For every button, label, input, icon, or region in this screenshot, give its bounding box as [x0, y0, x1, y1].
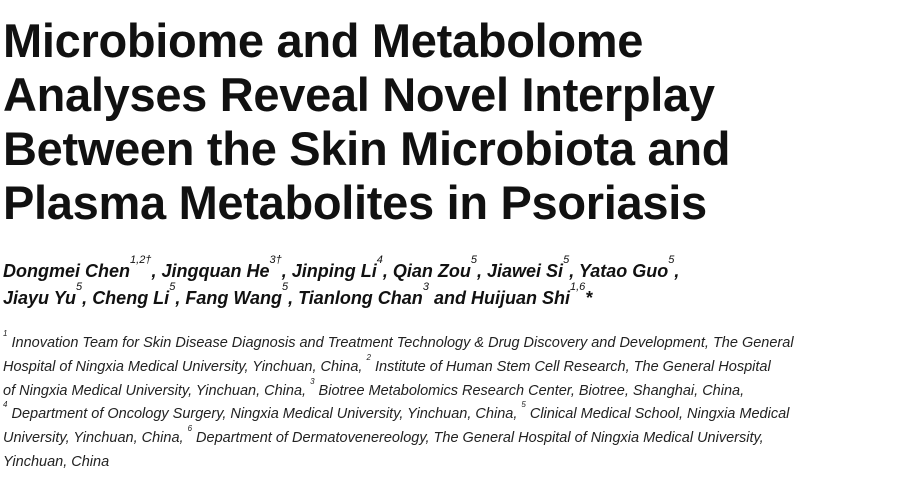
author-affiliation-marker: 5 [169, 281, 176, 293]
author-separator: , [175, 288, 186, 308]
author-separator: , [151, 261, 162, 281]
author: Fang Wang$^5$, [185, 281, 299, 308]
affiliation-text: Hospital of Ningxia Medical University, Yinchuan, China, [3, 358, 367, 375]
author: Jiawei Si$^5$, [487, 254, 579, 281]
paper-title [3, 14, 883, 230]
affiliation-text: Institute of Human Stem Cell Research, The General Hospital [370, 358, 771, 375]
affiliation-text: Department of Oncology Surgery, Ningxia Medical University, Yinchuan, China, [7, 406, 522, 423]
affiliation-marker: 1 [3, 329, 8, 338]
author-separator: * [585, 288, 593, 308]
author: Yatao Guo$^5$, [578, 254, 680, 281]
author-separator: , [477, 261, 488, 281]
affiliation-marker: 3 [310, 376, 315, 386]
affiliation-text: of Ningxia Medical University, Yinchuan, China, [3, 382, 311, 399]
affiliation-line [3, 451, 893, 475]
affiliation-marker: 2 [366, 352, 371, 362]
affiliation-list [3, 329, 893, 475]
author: Qian Zou$^5$, [392, 254, 488, 281]
author: Cheng Li$^5$, [92, 281, 186, 308]
affiliation-line [3, 329, 893, 356]
affiliation-line [3, 424, 893, 451]
affiliation-line [3, 376, 893, 404]
author-affiliation-marker: 5 [76, 281, 83, 293]
author-affiliation-marker: 5 [668, 254, 675, 266]
affiliation-marker: 4 [3, 400, 8, 410]
title-line: Microbiome and Metabolome [3, 14, 644, 67]
affiliation-text: Innovation Team for Skin Disease Diagnosis and Treatment Technology & Drug Discovery and Development, The General [7, 335, 794, 351]
author: Jinping Li$^4$, [291, 254, 393, 281]
author-list [3, 254, 883, 312]
author-line [3, 254, 883, 285]
author-affiliation-marker: 3† [269, 254, 282, 266]
author: Jiayu Yu$^5$, [3, 281, 93, 308]
author-separator: , [569, 261, 579, 281]
affiliation-text: Biotree Metabolomics Research Center, Biotree, Shanghai, China, [314, 382, 745, 399]
author: Jingquan $He^{3\dagger}$, [161, 254, 292, 281]
title-line: Between the Skin Microbiota and [3, 122, 731, 175]
author-affiliation-marker: 5 [563, 254, 570, 266]
author: Tianlong Chan$^3$ and [298, 281, 471, 308]
author: Huijuan Shi$^{1,6}$* [470, 281, 593, 308]
author-affiliation-marker: 4 [376, 254, 383, 266]
title-line: Plasma Metabolites in Psoriasis [3, 176, 707, 229]
affiliation-line [3, 400, 893, 427]
author-separator: , [382, 261, 393, 281]
author-separator: , [288, 288, 299, 308]
author-separator: , [82, 288, 93, 308]
author-affiliation-marker: 5 [282, 281, 289, 293]
author-affiliation-marker: 1,6 [569, 281, 586, 293]
author-separator: , [281, 261, 292, 281]
affiliation-text: University, Yinchuan, China, [3, 430, 188, 447]
author-line [3, 281, 883, 312]
affiliation-line [3, 352, 893, 380]
affiliation-marker: 6 [187, 424, 193, 434]
affiliation-text: Department of Dermatovenereology, The General Hospital of Ningxia Medical University, [192, 430, 764, 447]
author-affiliation-marker: 3 [422, 281, 429, 293]
author-affiliation-marker: 1,2† [130, 254, 152, 266]
affiliation-marker: 5 [521, 400, 526, 410]
author: Dongmei Chen$^{1,2\dagger}$, [3, 254, 162, 281]
title-line: Analyses Reveal Novel Interplay [3, 68, 715, 121]
author-affiliation-marker: 5 [470, 254, 477, 266]
affiliation-text: Yinchuan, China [3, 453, 110, 470]
author-separator: , [674, 261, 680, 281]
author-separator: and [428, 288, 471, 308]
affiliation-text: Clinical Medical School, Ningxia Medical [525, 406, 790, 423]
